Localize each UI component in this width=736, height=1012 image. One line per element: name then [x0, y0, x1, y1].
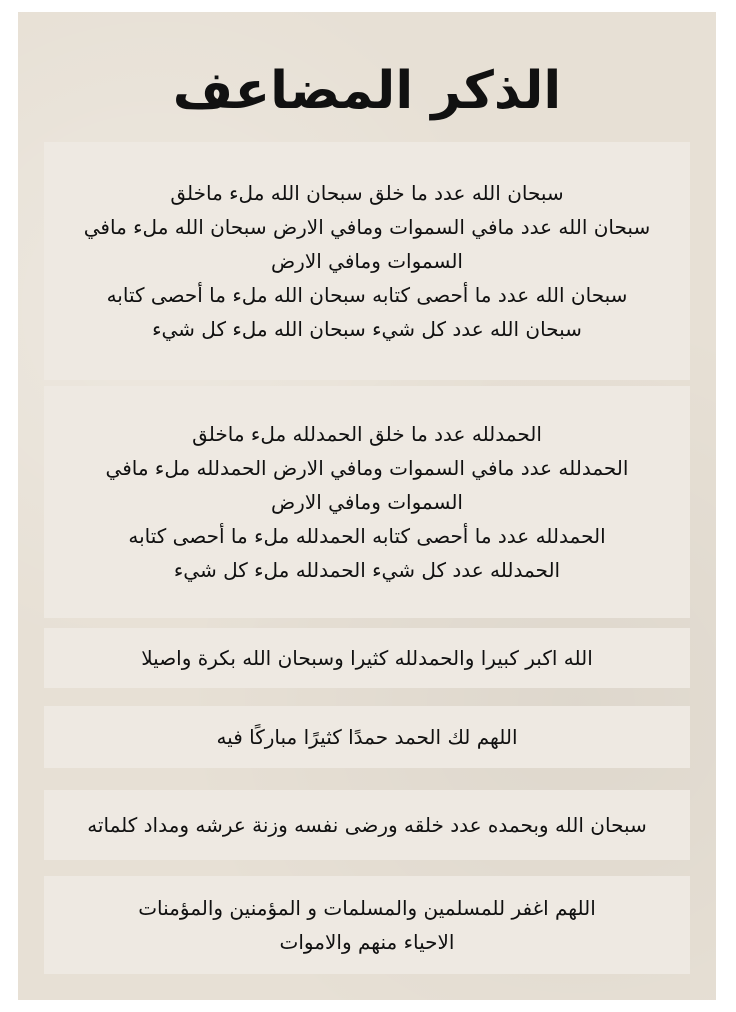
text-line: الله اكبر كبيرا والحمدلله كثيرا وسبحان الله بكرة واصيلا	[141, 646, 593, 670]
text-line: اللهم لك الحمد حمدًا كثيرًا مباركًا فيه	[216, 725, 518, 749]
dhikr-page	[18, 12, 716, 1000]
text-line: الحمدلله عدد ما أحصى كتابه الحمدلله ملء ما أحصى كتابه	[128, 524, 606, 548]
text-line: سبحان الله وبحمده عدد خلقه ورضى نفسه وزنة عرشه ومداد كلماته	[87, 813, 647, 837]
page-title: الذكر المضاعف	[172, 61, 562, 121]
text-line: اللهم اغفر للمسلمين والمسلمات و المؤمنين والمؤمنات	[138, 896, 596, 920]
text-line: سبحان الله عدد مافي السموات ومافي الارض سبحان الله ملء مافي	[83, 215, 651, 239]
text-line: الاحياء منهم والاموات	[279, 930, 455, 954]
text-line: سبحان الله عدد كل شيء سبحان الله ملء كل شيء	[152, 317, 582, 341]
section-hamd	[44, 706, 690, 768]
section-tahmid	[44, 386, 690, 618]
section-tasbih	[44, 142, 690, 380]
text-line: السموات ومافي الارض	[271, 249, 463, 273]
text-line: الحمدلله عدد ما خلق الحمدلله ملء ماخلق	[192, 422, 542, 446]
text-line: سبحان الله عدد ما أحصى كتابه سبحان الله ملء ما أحصى كتابه	[106, 283, 628, 307]
text-line: الحمدلله عدد مافي السموات ومافي الارض الحمدلله ملء مافي	[105, 456, 629, 480]
text-line: السموات ومافي الارض	[271, 490, 463, 514]
section-bihamdihi	[44, 790, 690, 860]
text-line: سبحان الله عدد ما خلق سبحان الله ملء ماخلق	[170, 181, 564, 205]
text-line: الحمدلله عدد كل شيء الحمدلله ملء كل شيء	[173, 558, 561, 582]
section-takbir	[44, 628, 690, 688]
section-istighfar	[44, 876, 690, 974]
